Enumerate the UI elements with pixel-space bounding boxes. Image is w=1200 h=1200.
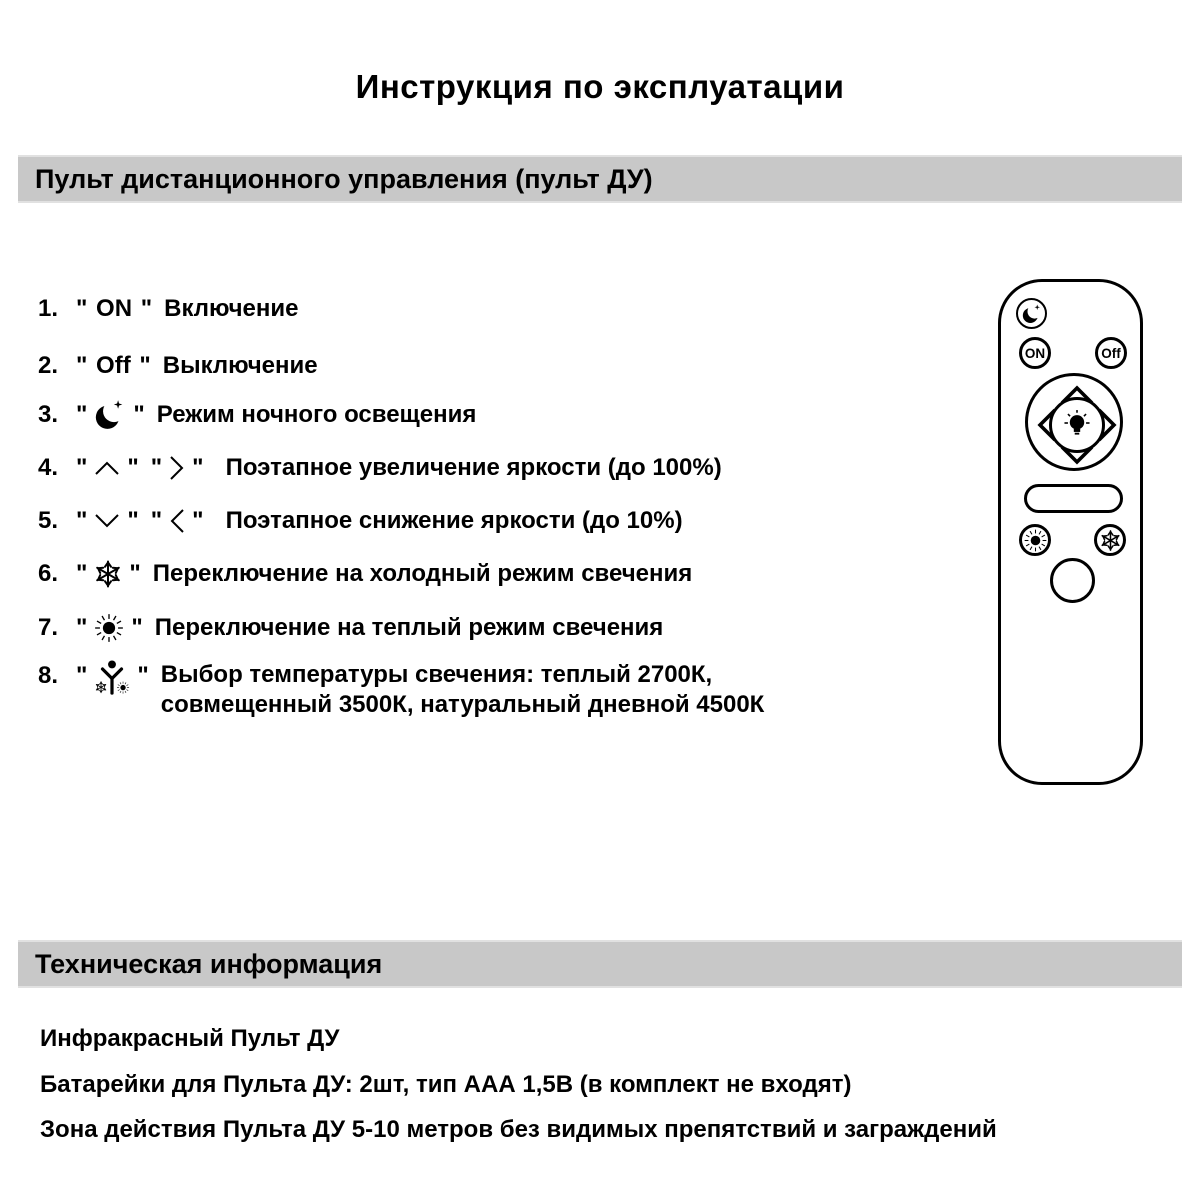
- item-description: Поэтапное снижение яркости (до 10%): [225, 507, 683, 534]
- item-description: Выключение: [162, 352, 318, 379]
- quote-mark: ": [127, 507, 139, 534]
- item-description-line-1: Выбор температуры свечения: теплый 2700К,: [160, 661, 713, 688]
- item-number: 2.: [38, 352, 59, 379]
- item-description: Переключение на теплый режим свечения: [154, 614, 664, 641]
- off-button: [1095, 337, 1127, 369]
- section-header-tech-label: Техническая информация: [35, 948, 383, 979]
- color-temperature-icon: [93, 658, 131, 696]
- item-description: Включение: [164, 295, 299, 322]
- quote-mark: ": [76, 295, 88, 322]
- quote-mark: ": [76, 560, 88, 587]
- tech-info-line-2: Батарейки для Пульта ДУ: 2шт, тип ААА 1,5В (в комплект не входят): [40, 1071, 852, 1098]
- on-button-label: ON: [1024, 345, 1046, 361]
- quote-mark: ": [76, 507, 88, 534]
- moon-icon: [1021, 303, 1043, 325]
- button-token-on: ON: [89, 295, 139, 322]
- instruction-item-3: [38, 396, 476, 434]
- quote-mark: ": [150, 454, 163, 481]
- chevron-down-icon: [93, 512, 121, 530]
- section-header-remote: [18, 155, 1182, 203]
- snowflake-icon: [93, 559, 123, 589]
- item-number: 4.: [38, 454, 59, 481]
- tech-info-line-3: Зона действия Пульта ДУ 5-10 метров без видимых препятствий и заграждений: [40, 1116, 997, 1143]
- chevron-up-icon: [93, 459, 121, 477]
- item-number: 7.: [38, 614, 59, 641]
- quote-mark: ": [129, 560, 141, 587]
- dpad-center-button: [1049, 397, 1105, 453]
- off-button-label: Off: [1101, 345, 1121, 361]
- item-description: Переключение на холодный режим свечения: [152, 560, 693, 587]
- cold-mode-button: [1094, 524, 1126, 556]
- quote-mark: ": [192, 454, 204, 481]
- item-number: 6.: [38, 560, 59, 587]
- on-button: [1019, 337, 1051, 369]
- remote-control-illustration: [998, 279, 1143, 785]
- item-number: 8.: [38, 662, 59, 689]
- brightness-dpad: [1025, 373, 1123, 471]
- quote-mark: ": [76, 401, 88, 428]
- instruction-item-7: [38, 609, 663, 647]
- tech-info-line-1: Инфракрасный Пульт ДУ: [40, 1025, 340, 1052]
- lightbulb-icon: [1061, 409, 1093, 441]
- instruction-item-5: [38, 502, 683, 540]
- blank-round-button: [1050, 558, 1095, 603]
- quote-mark: ": [140, 295, 153, 322]
- quote-mark: ": [192, 507, 204, 534]
- warm-mode-button: [1019, 524, 1051, 556]
- quote-mark: ": [76, 614, 88, 641]
- instruction-item-1: [38, 290, 298, 328]
- instruction-item-6: [38, 555, 692, 593]
- pill-button: [1024, 484, 1123, 513]
- item-number: 1.: [38, 295, 59, 322]
- quote-mark: ": [137, 662, 149, 689]
- section-header-tech: [18, 940, 1182, 988]
- quote-mark: ": [150, 507, 163, 534]
- quote-mark: ": [76, 662, 88, 689]
- button-token-off: Off: [89, 352, 138, 379]
- item-description-line-2: совмещенный 3500К, натуральный дневной 4500К: [160, 691, 765, 718]
- item-number: 5.: [38, 507, 59, 534]
- quote-mark: ": [139, 352, 151, 379]
- quote-mark: ": [131, 614, 143, 641]
- quote-mark: ": [76, 352, 88, 379]
- item-description: [161, 660, 765, 720]
- page-title: Инструкция по эксплуатации: [355, 68, 845, 105]
- quote-mark: ": [133, 401, 145, 428]
- instruction-item-2: [38, 347, 318, 385]
- sun-icon: [1023, 528, 1048, 553]
- item-description: Поэтапное увеличение яркости (до 100%): [225, 454, 722, 481]
- instruction-item-8: [38, 660, 764, 720]
- item-number: 3.: [38, 401, 59, 428]
- night-mode-button: [1016, 298, 1047, 329]
- instruction-item-4: [38, 449, 722, 487]
- quote-mark: ": [76, 454, 88, 481]
- sun-icon: [93, 612, 125, 644]
- section-header-remote-label: Пульт дистанционного управления (пульт ДУ): [35, 163, 653, 194]
- item-description: Режим ночного освещения: [156, 401, 477, 428]
- quote-mark: ": [127, 454, 139, 481]
- chevron-left-icon: [168, 507, 186, 535]
- chevron-right-icon: [168, 454, 186, 482]
- moon-icon: [93, 398, 127, 432]
- snowflake-icon: [1099, 529, 1122, 552]
